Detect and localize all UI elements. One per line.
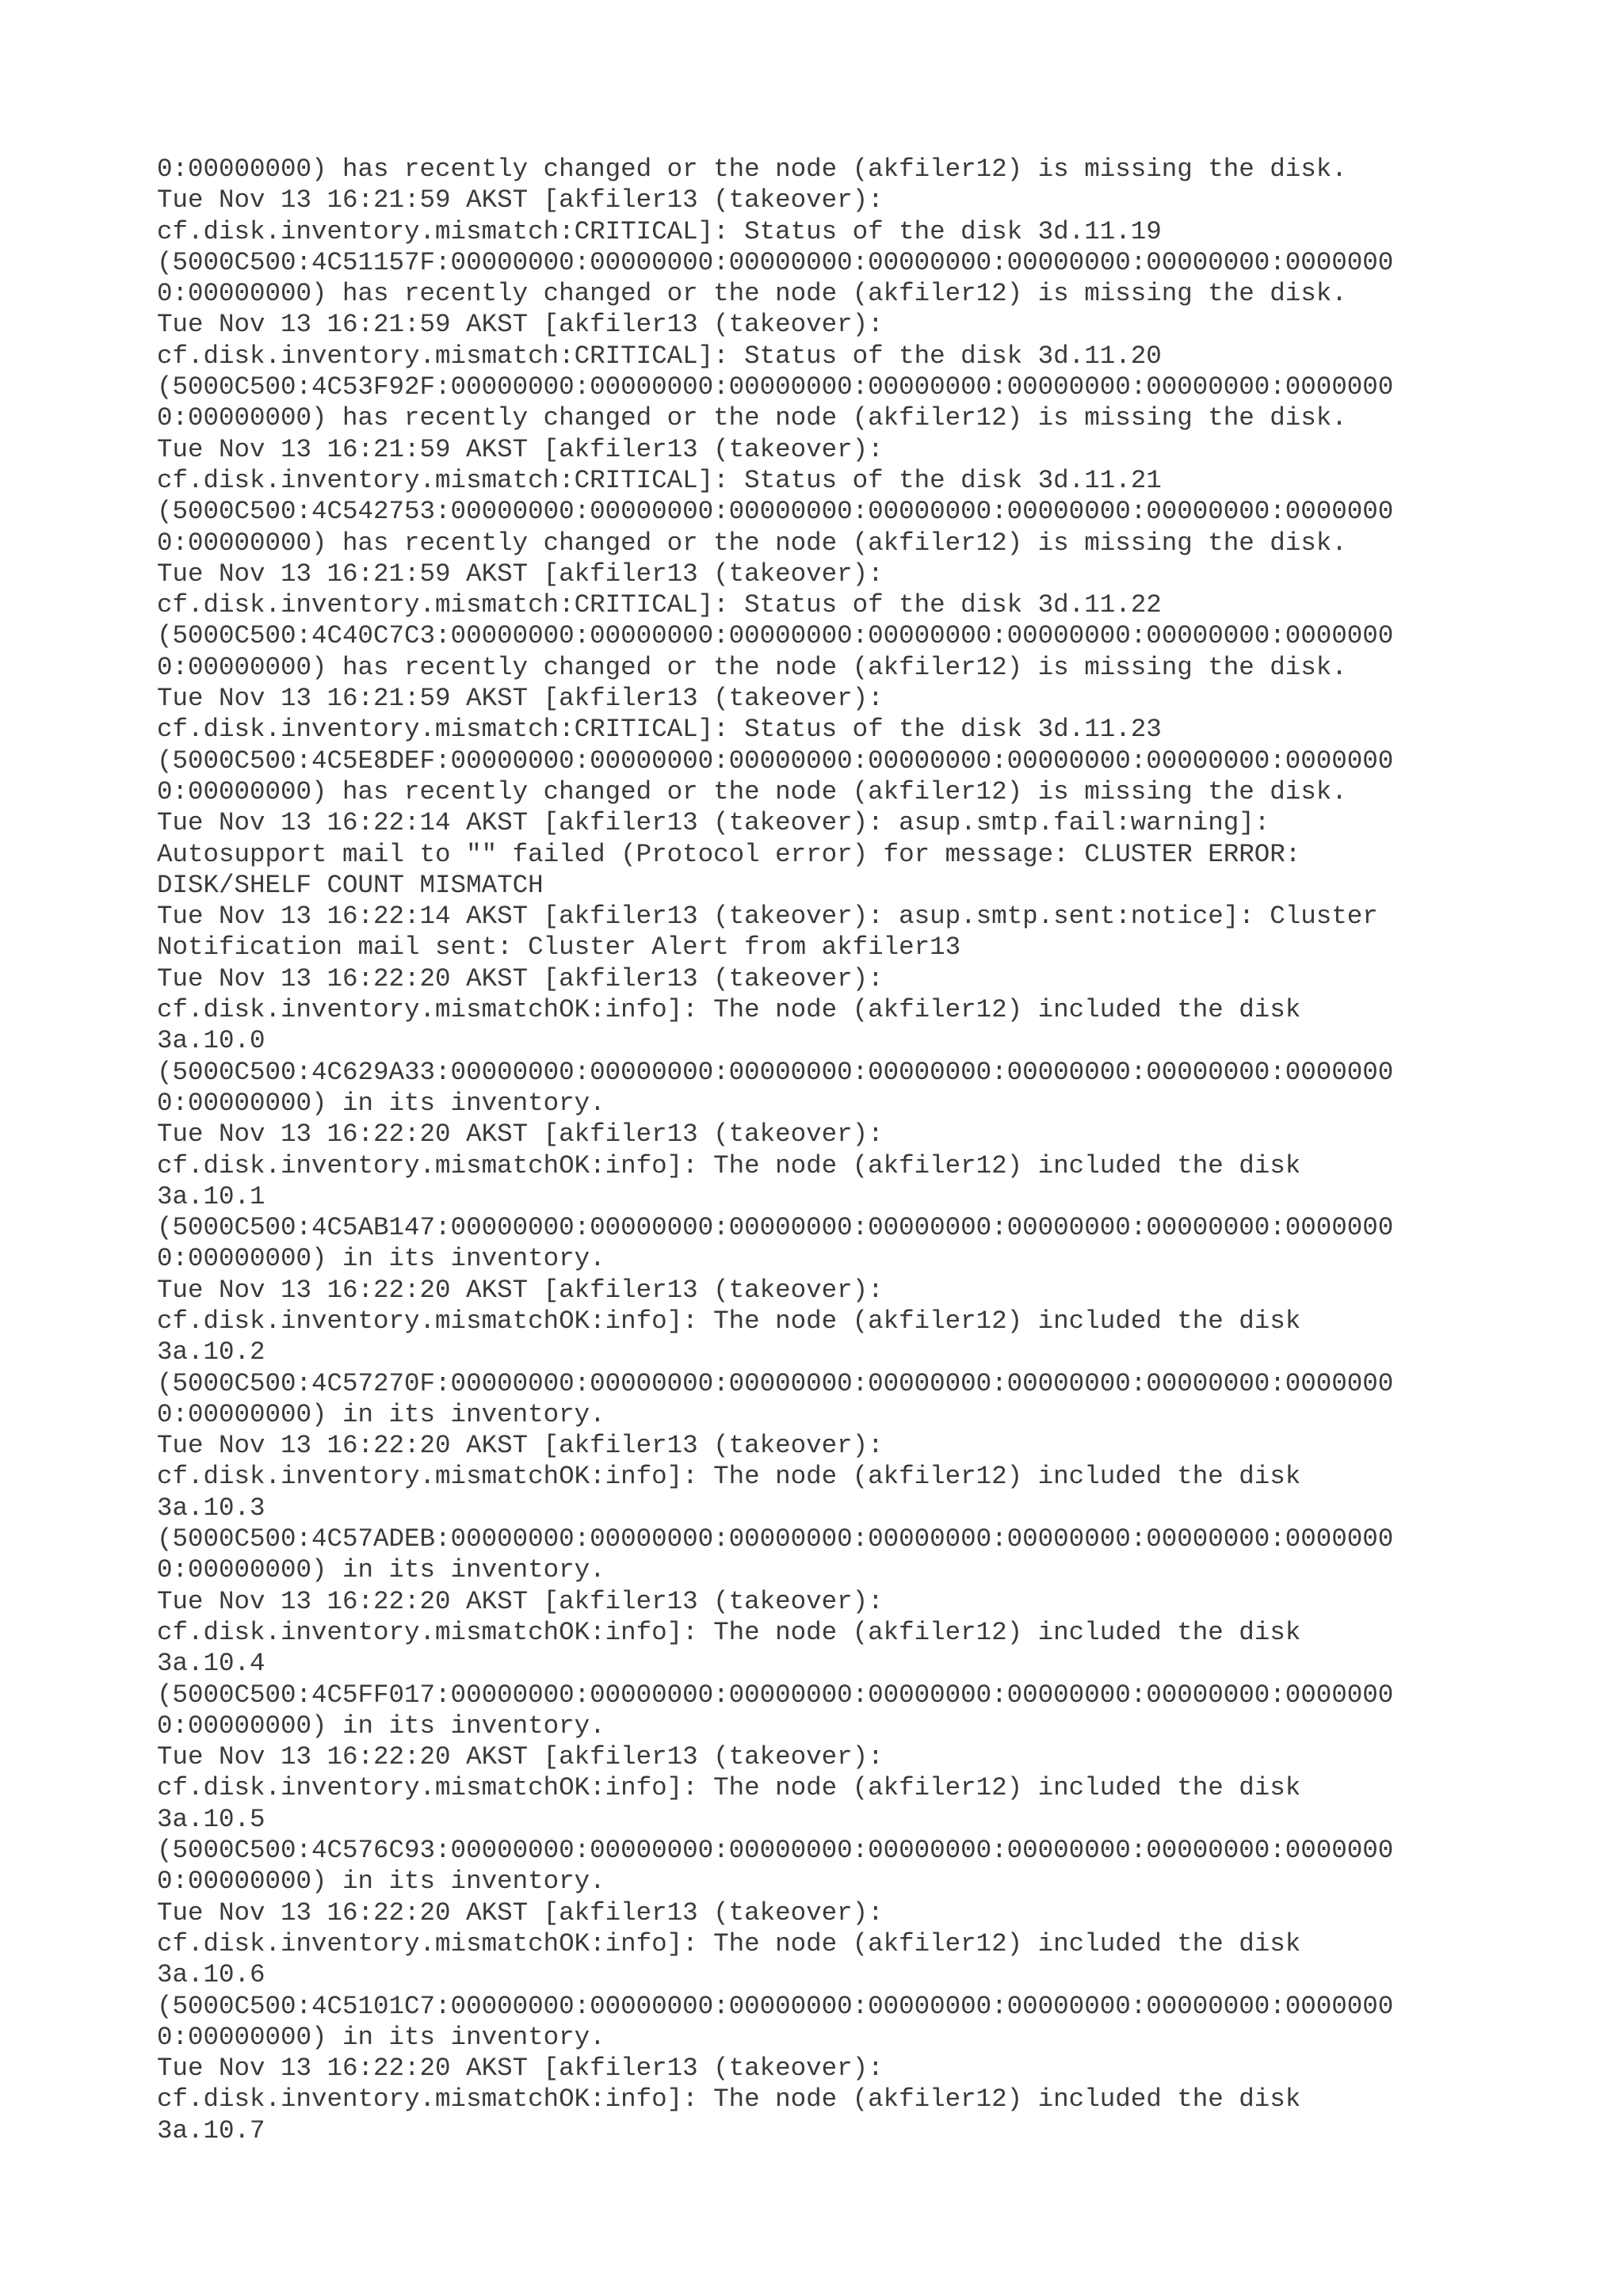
log-line: 3a.10.0 [157,1026,265,1056]
log-line: Tue Nov 13 16:22:20 AKST [akfiler13 (takeover): [157,963,884,994]
log-line: (5000C500:4C629A33:00000000:00000000:00000000:00000000:00000000:00000000:0000000 [157,1057,1394,1087]
log-line: (5000C500:4C51157F:00000000:00000000:00000000:00000000:00000000:00000000:0000000 [157,247,1394,277]
log-line: 0:00000000) in its inventory. [157,1088,605,1118]
log-line: 0:00000000) in its inventory. [157,1244,605,1274]
log-line: cf.disk.inventory.mismatch:CRITICAL]: Status of the disk 3d.11.23 [157,715,1162,745]
log-line: 0:00000000) in its inventory. [157,1711,605,1741]
log-line: 0:00000000) in its inventory. [157,1867,605,1897]
log-line: 0:00000000) has recently changed or the node (akfiler12) is missing the disk. [157,279,1347,309]
log-line: Tue Nov 13 16:22:20 AKST [akfiler13 (takeover): [157,1897,884,1928]
log-line: (5000C500:4C5101C7:00000000:00000000:00000000:00000000:00000000:00000000:0000000 [157,1991,1394,2021]
log-line: 3a.10.6 [157,1960,265,1990]
log-line: cf.disk.inventory.mismatchOK:info]: The node (akfiler12) included the disk [157,2084,1301,2115]
log-line: 0:00000000) in its inventory. [157,2022,605,2052]
log-line: (5000C500:4C5FF017:00000000:00000000:00000000:00000000:00000000:00000000:0000000 [157,1680,1394,1710]
log-line: Tue Nov 13 16:21:59 AKST [akfiler13 (takeover): [157,185,884,215]
log-line: cf.disk.inventory.mismatchOK:info]: The node (akfiler12) included the disk [157,1150,1301,1180]
log-line: 3a.10.2 [157,1337,265,1367]
log-line: 0:00000000) has recently changed or the node (akfiler12) is missing the disk. [157,776,1347,807]
log-line: cf.disk.inventory.mismatchOK:info]: The node (akfiler12) included the disk [157,1306,1301,1336]
log-line: Tue Nov 13 16:22:20 AKST [akfiler13 (takeover): [157,1586,884,1616]
log-line: Tue Nov 13 16:22:14 AKST [akfiler13 (takeover): asup.smtp.fail:warning]: [157,808,1270,838]
log-line: Tue Nov 13 16:21:59 AKST [akfiler13 (takeover): [157,684,884,714]
log-line: (5000C500:4C57ADEB:00000000:00000000:00000000:00000000:00000000:00000000:0000000 [157,1524,1394,1554]
log-line: 0:00000000) has recently changed or the node (akfiler12) is missing the disk. [157,528,1347,558]
log-line: Tue Nov 13 16:21:59 AKST [akfiler13 (takeover): [157,434,884,464]
log-line: Tue Nov 13 16:22:20 AKST [akfiler13 (takeover): [157,1275,884,1305]
log-line: cf.disk.inventory.mismatchOK:info]: The node (akfiler12) included the disk [157,1617,1301,1647]
log-line: cf.disk.inventory.mismatchOK:info]: The node (akfiler12) included the disk [157,1462,1301,1492]
log-line: 0:00000000) has recently changed or the node (akfiler12) is missing the disk. [157,154,1347,184]
log-line: cf.disk.inventory.mismatchOK:info]: The node (akfiler12) included the disk [157,995,1301,1025]
log-line: Autosupport mail to "" failed (Protocol error) for message: CLUSTER ERROR: [157,839,1301,869]
log-line: Tue Nov 13 16:21:59 AKST [akfiler13 (takeover): [157,310,884,340]
log-line: Tue Nov 13 16:22:20 AKST [akfiler13 (takeover): [157,1431,884,1461]
log-line: (5000C500:4C53F92F:00000000:00000000:00000000:00000000:00000000:00000000:0000000 [157,372,1394,402]
log-line: (5000C500:4C5E8DEF:00000000:00000000:00000000:00000000:00000000:00000000:0000000 [157,746,1394,776]
log-line: cf.disk.inventory.mismatchOK:info]: The node (akfiler12) included the disk [157,1773,1301,1803]
log-line: 0:00000000) in its inventory. [157,1399,605,1429]
log-line: 0:00000000) has recently changed or the node (akfiler12) is missing the disk. [157,652,1347,682]
log-line: Tue Nov 13 16:22:20 AKST [akfiler13 (takeover): [157,1119,884,1150]
log-line: DISK/SHELF COUNT MISMATCH [157,870,544,900]
log-line: 3a.10.1 [157,1181,265,1211]
log-line: cf.disk.inventory.mismatch:CRITICAL]: Status of the disk 3d.11.20 [157,341,1162,371]
log-line: (5000C500:4C576C93:00000000:00000000:00000000:00000000:00000000:00000000:0000000 [157,1836,1394,1866]
log-line: Notification mail sent: Cluster Alert from akfiler13 [157,933,961,963]
log-line: 3a.10.4 [157,1649,265,1679]
log-line: Tue Nov 13 16:22:20 AKST [akfiler13 (takeover): [157,2054,884,2084]
log-line: cf.disk.inventory.mismatch:CRITICAL]: Status of the disk 3d.11.21 [157,465,1162,495]
log-line: cf.disk.inventory.mismatchOK:info]: The node (akfiler12) included the disk [157,1928,1301,1958]
log-line: 3a.10.7 [157,2115,265,2145]
log-line: (5000C500:4C40C7C3:00000000:00000000:00000000:00000000:00000000:00000000:0000000 [157,621,1394,651]
log-line: 3a.10.5 [157,1804,265,1834]
log-line: cf.disk.inventory.mismatch:CRITICAL]: Status of the disk 3d.11.22 [157,590,1162,620]
log-line: Tue Nov 13 16:22:20 AKST [akfiler13 (takeover): [157,1742,884,1772]
log-line: 3a.10.3 [157,1493,265,1523]
log-line: Tue Nov 13 16:21:59 AKST [akfiler13 (takeover): [157,559,884,589]
log-line: (5000C500:4C57270F:00000000:00000000:00000000:00000000:00000000:00000000:0000000 [157,1368,1394,1398]
log-line: 0:00000000) has recently changed or the node (akfiler12) is missing the disk. [157,403,1347,433]
log-line: 0:00000000) in its inventory. [157,1555,605,1585]
log-line: (5000C500:4C542753:00000000:00000000:00000000:00000000:00000000:00000000:0000000 [157,497,1394,527]
log-line: cf.disk.inventory.mismatch:CRITICAL]: Status of the disk 3d.11.19 [157,216,1162,246]
log-line: Tue Nov 13 16:22:14 AKST [akfiler13 (takeover): asup.smtp.sent:notice]: Cluster [157,902,1378,932]
log-line: (5000C500:4C5AB147:00000000:00000000:00000000:00000000:00000000:00000000:0000000 [157,1213,1394,1243]
log-text-block [157,154,1599,2146]
